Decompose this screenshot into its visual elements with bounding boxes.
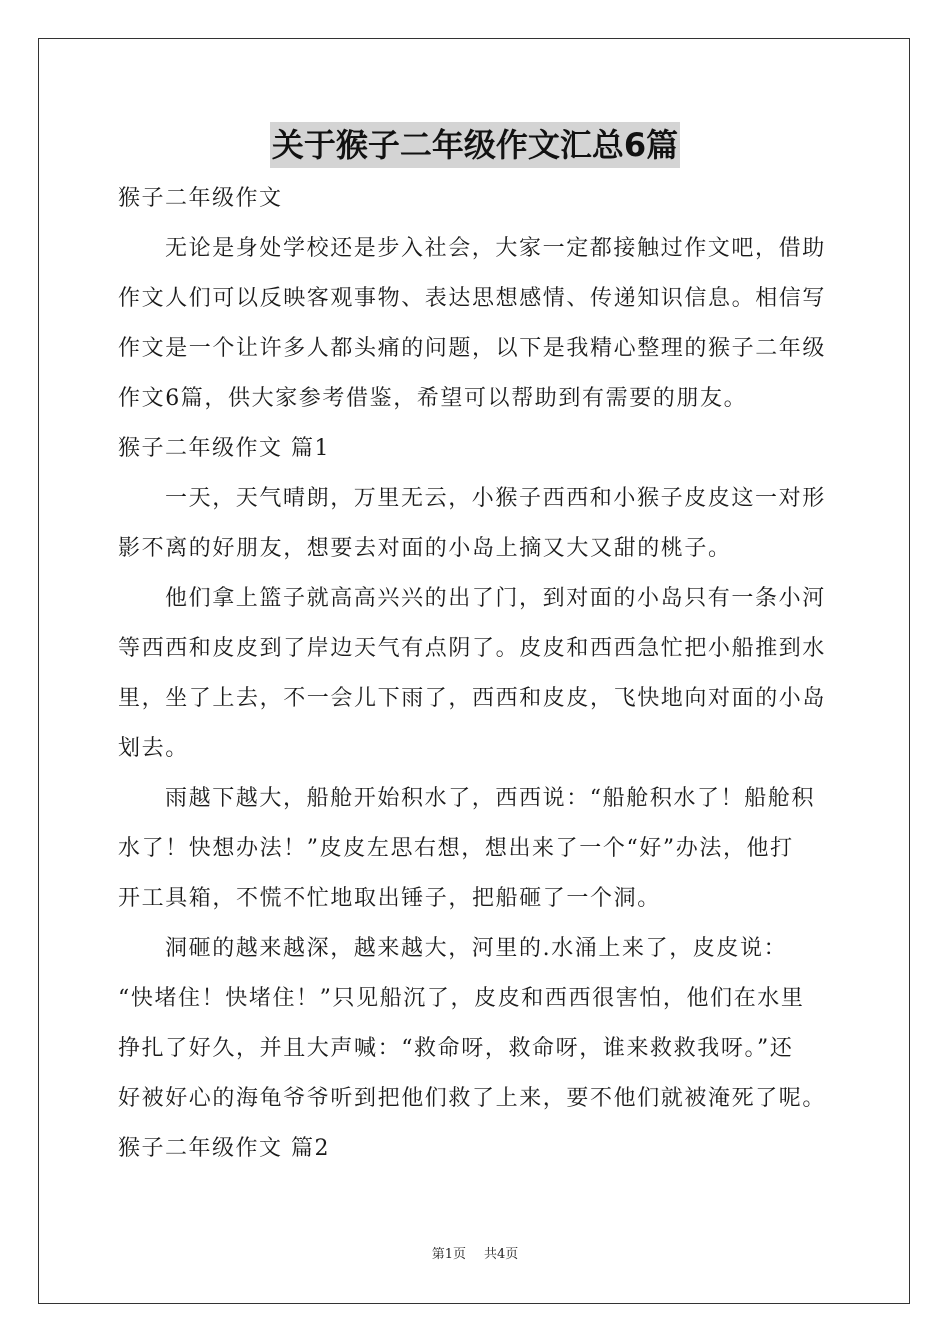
paragraph-line: 洞砸的越来越深，越来越大，河里的.水涌上来了，皮皮说： xyxy=(165,936,788,961)
document-title: 关于猴子二年级作文汇总6篇 xyxy=(270,122,680,168)
page-number: 第1页 xyxy=(431,1247,466,1262)
paragraph-line: 一天，天气晴朗，万里无云，小猴子西西和小猴子皮皮这一对形 xyxy=(165,486,826,511)
paragraph-line: 作文6篇，供大家参考借鉴，希望可以帮助到有需要的朋友。 xyxy=(118,386,748,411)
page-total: 共4页 xyxy=(484,1247,519,1262)
paragraph-line: 雨越下越大，船舱开始积水了，西西说：“船舱积水了！船舱积 xyxy=(165,786,816,811)
section-heading-2: 猴子二年级作文 篇2 xyxy=(118,1136,330,1161)
page-border xyxy=(38,38,910,1304)
section-heading-1: 猴子二年级作文 篇1 xyxy=(118,436,330,461)
paragraph-line: 里，坐了上去，不一会儿下雨了，西西和皮皮，飞快地向对面的小岛 xyxy=(118,686,827,711)
paragraph-line: 无论是身处学校还是步入社会，大家一定都接触过作文吧，借助 xyxy=(165,236,826,261)
paragraph-line: 作文是一个让许多人都头痛的问题，以下是我精心整理的猴子二年级 xyxy=(118,336,827,361)
paragraph-line: 等西西和皮皮到了岸边天气有点阴了。皮皮和西西急忙把小船推到水 xyxy=(118,636,827,661)
paragraph-line: 好被好心的海龟爷爷听到把他们救了上来，要不他们就被淹死了呢。 xyxy=(118,1086,827,1111)
paragraph-line: 影不离的好朋友，想要去对面的小岛上摘又大又甜的桃子。 xyxy=(118,536,732,561)
paragraph-line: 开工具箱，不慌不忙地取出锤子，把船砸了一个洞。 xyxy=(118,886,661,911)
paragraph-line: 划去。 xyxy=(118,736,189,761)
paragraph-line: “快堵住！快堵住！”只见船沉了，皮皮和西西很害怕，他们在水里 xyxy=(118,986,805,1011)
paragraph-line: 挣扎了好久，并且大声喊：“救命呀，救命呀，谁来救救我呀。”还 xyxy=(118,1036,794,1061)
title-container xyxy=(0,122,950,168)
section-heading: 猴子二年级作文 xyxy=(118,186,283,211)
paragraph-line: 作文人们可以反映客观事物、表达思想感情、传递知识信息。相信写 xyxy=(118,286,827,311)
paragraph-line: 水了！快想办法！”皮皮左思右想，想出来了一个“好”办法，他打 xyxy=(118,836,794,861)
page-footer xyxy=(0,1246,950,1264)
paragraph-line: 他们拿上篮子就高高兴兴的出了门，到对面的小岛只有一条小河 xyxy=(165,586,826,611)
